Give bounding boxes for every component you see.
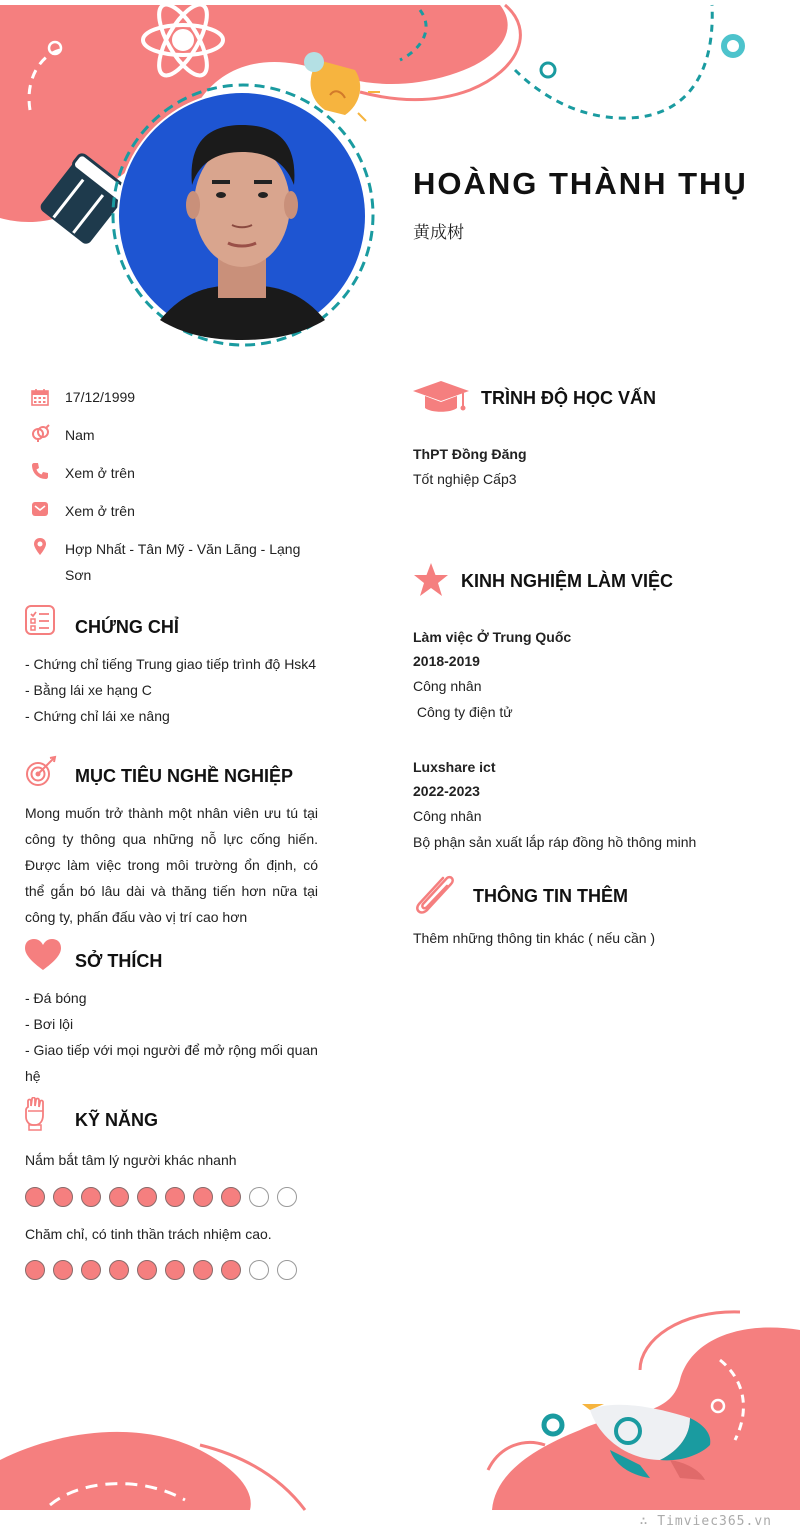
- gender-icon: [30, 423, 50, 443]
- birthday-value: 17/12/1999: [65, 389, 136, 405]
- avatar: [117, 91, 367, 341]
- rating-dot-filled: [221, 1260, 241, 1280]
- rating-dot-filled: [165, 1187, 185, 1207]
- graduation-cap-icon: [413, 380, 469, 414]
- skill-name: Nắm bắt tâm lý người khác nhanh: [25, 1152, 237, 1168]
- email-icon: [30, 499, 50, 519]
- list-item: - Chứng chỉ tiếng Trung giao tiếp trình độ Hsk4: [25, 656, 317, 672]
- rating-dot-filled: [81, 1260, 101, 1280]
- job-description: Bộ phận sản xuất lắp ráp đồng hồ thông minh: [413, 834, 697, 850]
- list-item: - Bằng lái xe hạng C: [25, 682, 152, 698]
- additional-info-text: Thêm những thông tin khác ( nếu cần ): [413, 930, 656, 946]
- rating-dot-filled: [25, 1260, 45, 1280]
- rating-dot-filled: [221, 1187, 241, 1207]
- star-icon: [413, 562, 449, 598]
- rating-dot-filled: [193, 1260, 213, 1280]
- hobbies-list: [25, 985, 320, 1089]
- hobbies-title: SỞ THÍCH: [75, 951, 163, 971]
- job-company: Làm việc Ở Trung Quốc: [413, 629, 572, 645]
- education-title: TRÌNH ĐỘ HỌC VẤN: [481, 388, 656, 408]
- skill-rating: [25, 1260, 297, 1280]
- phone-value: Xem ở trên: [65, 465, 135, 481]
- rating-dot-empty: [249, 1260, 269, 1280]
- skill-rating: [25, 1187, 297, 1207]
- list-item: - Đá bóng: [25, 990, 87, 1006]
- fist-icon: [24, 1097, 48, 1131]
- rating-dot-filled: [25, 1187, 45, 1207]
- additional-info-title: THÔNG TIN THÊM: [473, 886, 628, 906]
- rating-dot-empty: [277, 1260, 297, 1280]
- footer-decoration: [0, 1300, 800, 1535]
- skills-title: KỸ NĂNG: [75, 1110, 159, 1130]
- education-school: ThPT Đồng Đăng: [413, 446, 527, 462]
- list-item: - Bơi lội: [25, 1016, 74, 1032]
- location-pin-icon: [30, 537, 50, 557]
- rating-dot-filled: [165, 1260, 185, 1280]
- rating-dot-filled: [81, 1187, 101, 1207]
- checklist-icon: [24, 604, 56, 636]
- rating-dot-filled: [53, 1187, 73, 1207]
- paperclip-icon: [413, 874, 459, 916]
- objective-text: Mong muốn trở thành một nhân viên ưu tú tại công ty thông qua những nỗ lực cống hiến. Được làm việc trong môi trường ổn định, có thể gắn bó lâu dài và thăng tiến hơn nữa tại công ty, phấn đấu vào vị trí cao hơn: [25, 805, 318, 925]
- watermark: ∴ Timviec365.vn: [639, 1514, 772, 1529]
- education-detail: Tốt nghiệp Cấp3: [413, 471, 517, 487]
- rating-dot-empty: [277, 1187, 297, 1207]
- calendar-icon: [30, 387, 50, 407]
- address-value: Hợp Nhất - Tân Mỹ - Văn Lãng - Lạng Sơn: [65, 541, 301, 583]
- job-description: Công ty điện tử: [413, 704, 513, 720]
- email-value: Xem ở trên: [65, 503, 135, 519]
- rating-dot-filled: [137, 1260, 157, 1280]
- heart-icon: [24, 938, 62, 972]
- rating-dot-filled: [53, 1260, 73, 1280]
- job-position: Công nhân: [413, 808, 482, 824]
- rating-dot-filled: [109, 1260, 129, 1280]
- rating-dot-filled: [109, 1187, 129, 1207]
- job-period: 2022-2023: [413, 783, 480, 799]
- job-company: Luxshare ict: [413, 759, 496, 775]
- skill-name: Chăm chỉ, có tinh thần trách nhiệm cao.: [25, 1226, 272, 1242]
- phone-icon: [30, 461, 50, 481]
- gender-value: Nam: [65, 427, 95, 443]
- job-position: Công nhân: [413, 678, 482, 694]
- experience-title: KINH NGHIỆM LÀM VIỆC: [461, 571, 674, 591]
- certificates-title: CHỨNG CHỈ: [75, 617, 179, 637]
- candidate-chinese-name: 黄成树: [413, 223, 464, 243]
- job-period: 2018-2019: [413, 653, 480, 669]
- objective-title: MỤC TIÊU NGHỀ NGHIỆP: [75, 766, 294, 786]
- rating-dot-filled: [193, 1187, 213, 1207]
- certificates-list: [25, 651, 325, 729]
- list-item: - Chứng chỉ lái xe nâng: [25, 708, 170, 724]
- candidate-name: HOÀNG THÀNH THỤ: [413, 166, 748, 201]
- rating-dot-empty: [249, 1187, 269, 1207]
- list-item: - Giao tiếp với mọi người để mở rộng mối quan hệ: [25, 1042, 318, 1084]
- rating-dot-filled: [137, 1187, 157, 1207]
- target-icon: [24, 754, 58, 788]
